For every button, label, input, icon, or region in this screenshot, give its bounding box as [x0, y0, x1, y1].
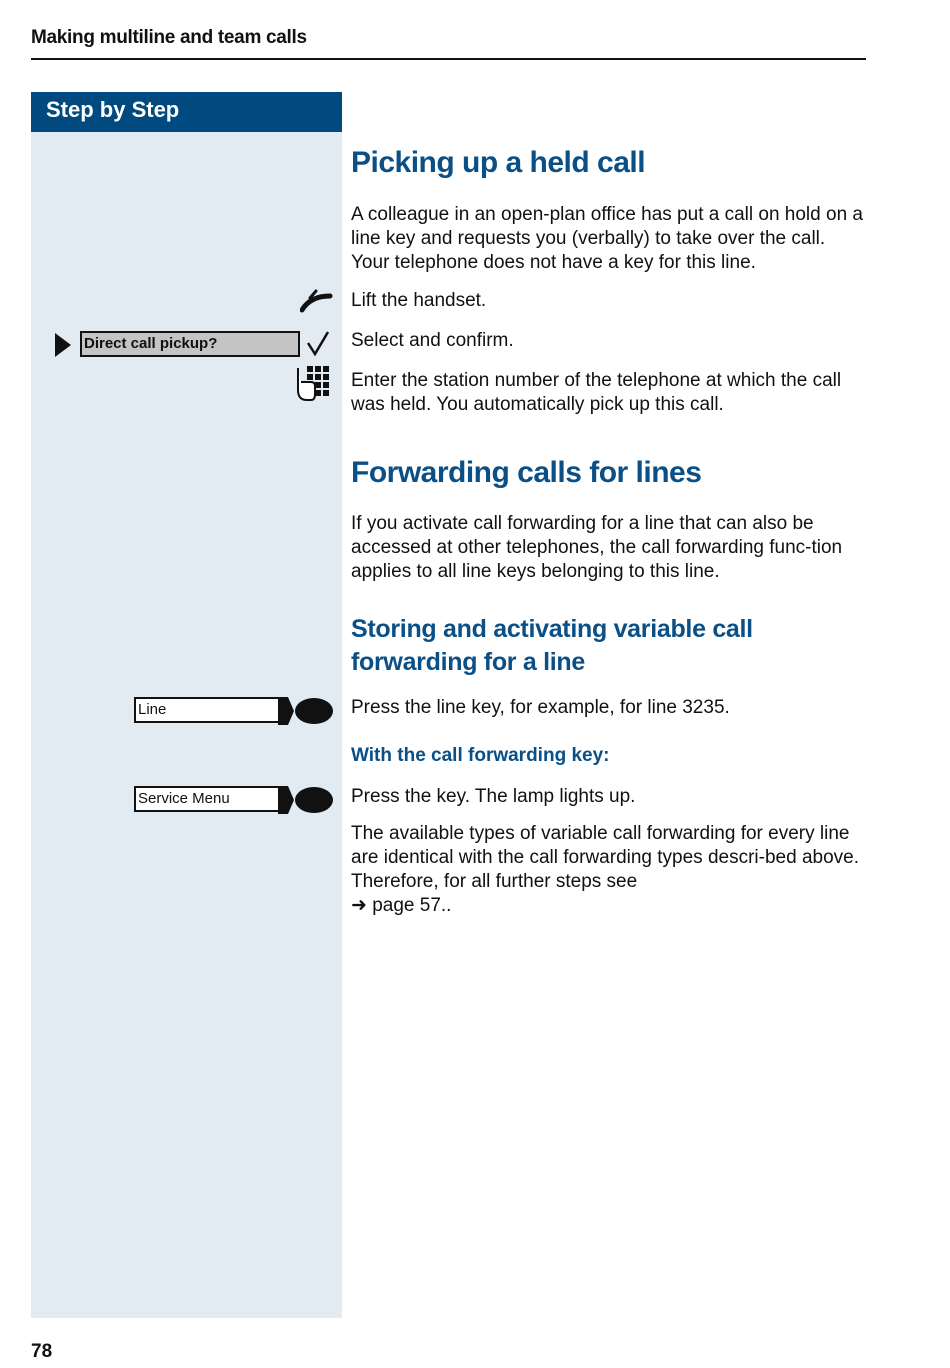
keypad-icon [295, 364, 331, 404]
forwarding-lines-intro: If you activate call forwarding for a line that can also be accessed at other telephones, the call forwarding func-tion applies to all line keys belonging to this line. [351, 513, 843, 582]
header-rule [31, 58, 866, 60]
display-direct-call-pickup[interactable]: Direct call pickup? [80, 331, 300, 357]
running-title: Making multiline and team calls [31, 27, 307, 48]
checkmark-icon [306, 330, 330, 356]
subhead-forwarding-key: With the call forwarding key: [351, 745, 610, 766]
page-number: 78 [31, 1341, 53, 1362]
arrow-right-icon: ➜ [351, 895, 367, 916]
held-call-intro: A colleague in an open-plan office has put a call on hold on a line key and requests you (verbally) to take over the call. Your telephone does not have a key for this line. [351, 204, 863, 273]
step-press-key-lamp: Press the key. The lamp lights up. [351, 786, 636, 807]
step-lift-handset: Lift the handset. [351, 290, 487, 311]
step-press-line-key: Press the line key, for example, for line 3235. [351, 697, 730, 718]
service-menu-key-label: Service Menu [134, 786, 284, 812]
sidebar-header [31, 92, 342, 132]
key-icon[interactable] [278, 697, 334, 725]
step-enter-number: Enter the station number of the telephone at which the call was held. You automatically pick up this call. [351, 370, 842, 415]
page-reference[interactable] [351, 894, 451, 918]
handset-icon [300, 288, 334, 314]
page-reference-text: page 57.. [372, 895, 452, 916]
section-title-forwarding-lines: Forwarding calls for lines [351, 456, 702, 489]
key-icon[interactable] [278, 786, 334, 814]
section-title-held-call: Picking up a held call [351, 146, 646, 179]
step-select-confirm: Select and confirm. [351, 330, 514, 351]
pointer-triangle-icon [55, 333, 71, 357]
sidebar-title: Step by Step [46, 97, 180, 122]
forwarding-note: The available types of variable call forwarding for every line are identical with the call forwarding types descri-bed above. Therefore, for all further steps see [351, 823, 859, 892]
line-key-label: Line [134, 697, 284, 723]
section-title-storing-forwarding: Storing and activating variable call forwarding for a line [351, 615, 753, 676]
